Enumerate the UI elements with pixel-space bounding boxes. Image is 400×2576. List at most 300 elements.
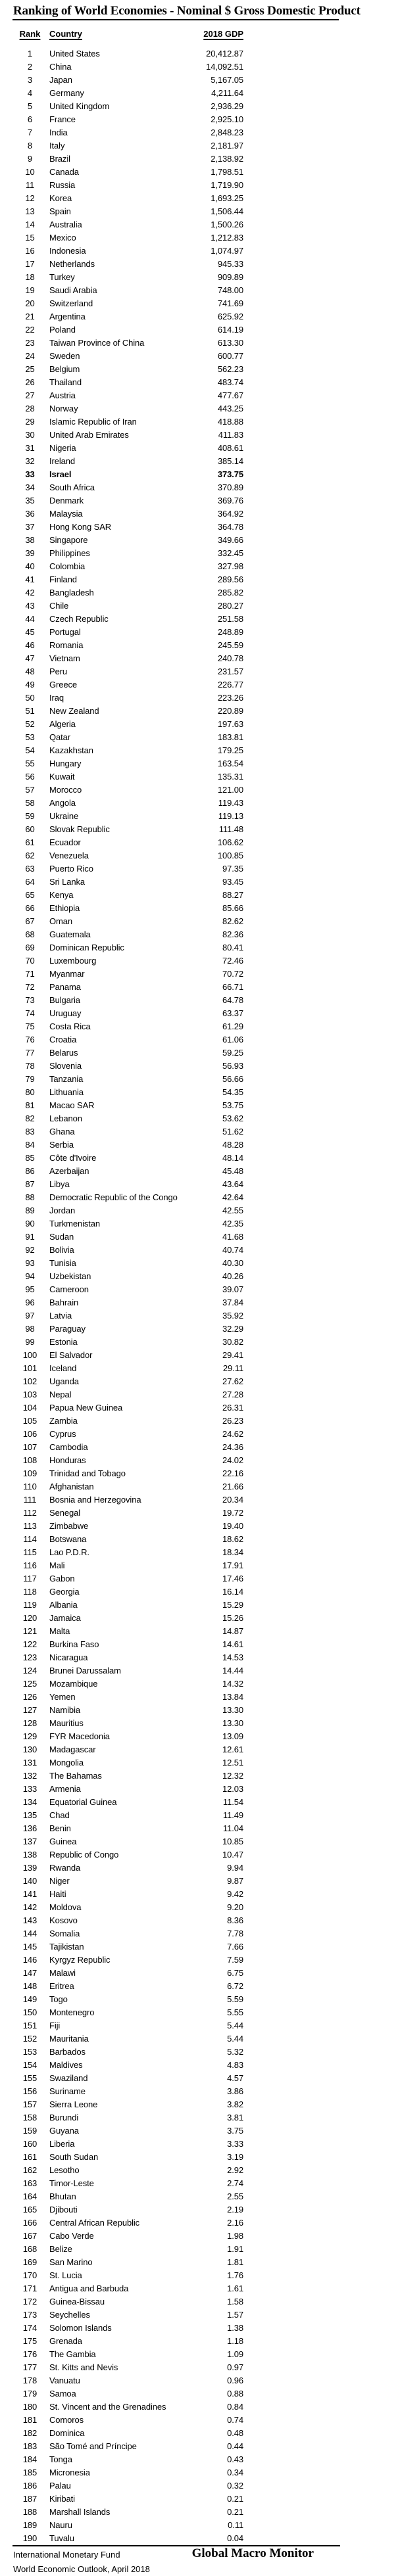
country-cell: Bangladesh [49,588,94,597]
rank-cell: 189 [22,2520,38,2530]
rank-cell: 135 [22,1810,38,1820]
table-row [0,1954,400,1967]
gdp-cell: 251.58 [217,614,243,624]
gdp-cell: 53.75 [222,1100,243,1110]
rank-cell: 9 [27,154,33,164]
country-cell: China [49,62,72,72]
gdp-cell: 2.74 [227,2178,243,2188]
gdp-cell: 364.78 [217,522,243,532]
table-row [0,1125,400,1138]
country-cell: Swaziland [49,2073,88,2083]
table-row [0,402,400,415]
rank-cell: 65 [25,890,35,900]
country-cell: United Arab Emirates [49,430,129,440]
gdp-cell: 2,848.23 [211,128,243,137]
gdp-cell: 2,936.29 [211,101,243,111]
country-cell: Namibia [49,1705,80,1715]
rank-cell: 134 [22,1797,38,1807]
rank-cell: 60 [25,824,35,834]
country-cell: Nauru [49,2520,72,2530]
gdp-cell: 12.03 [222,1784,243,1794]
gdp-cell: 285.82 [217,588,243,597]
rank-cell: 143 [22,1915,38,1925]
gdp-cell: 408.61 [217,443,243,453]
table-row [0,1927,400,1940]
rank-cell: 115 [23,1547,37,1557]
gdp-cell: 4,211.64 [211,88,243,98]
rank-cell: 176 [22,2349,38,2359]
gdp-cell: 40.74 [222,1245,243,1255]
rank-cell: 39 [25,548,35,558]
country-cell: Latvia [49,1311,72,1321]
rank-cell: 181 [22,2415,38,2425]
country-cell: Guyana [49,2126,79,2136]
gdp-cell: 42.55 [222,1206,243,1215]
rank-cell: 71 [25,969,35,979]
rank-cell: 118 [23,1587,37,1597]
table-row [0,284,400,297]
gdp-cell: 6.75 [227,1968,243,1978]
table-row [0,2493,400,2506]
country-cell: Thailand [49,377,82,387]
table-row [0,2440,400,2453]
table-row [0,823,400,836]
table-row [0,1217,400,1230]
gdp-cell: 14.32 [222,1679,243,1689]
country-cell: Yemen [49,1692,76,1702]
gdp-cell: 1.57 [227,2310,243,2320]
gdp-cell: 1.58 [227,2297,243,2307]
rank-cell: 154 [22,2060,38,2070]
country-cell: Jamaica [49,1613,81,1623]
gdp-cell: 20,412.87 [206,49,243,59]
table-row [0,2374,400,2387]
table-row [0,1993,400,2006]
table-row [0,1060,400,1073]
rank-cell: 111 [23,1495,37,1505]
rank-cell: 66 [25,903,35,913]
rank-cell: 151 [22,2021,38,2030]
country-cell: Barbados [49,2047,86,2057]
country-cell: Ecuador [49,837,81,847]
table-row [0,757,400,770]
table-row [0,1546,400,1559]
rank-cell: 45 [25,627,35,637]
table-row [0,2308,400,2322]
table-row [0,2466,400,2479]
table-row [0,2414,400,2427]
gdp-cell: 70.72 [222,969,243,979]
table-row [0,2243,400,2256]
rank-cell: 165 [22,2205,38,2214]
rank-cell: 52 [25,719,35,729]
gdp-cell: 741.69 [217,298,243,308]
rank-cell: 14 [25,220,35,229]
rank-cell: 97 [25,1311,35,1321]
rank-cell: 163 [22,2178,38,2188]
rank-cell: 160 [22,2139,38,2149]
country-cell: Tuvalu [49,2533,74,2543]
table-row [0,849,400,862]
rank-cell: 127 [22,1705,38,1715]
country-cell: Azerbaijan [49,1166,89,1176]
country-cell: Eritrea [49,1981,74,1991]
gdp-cell: 14.61 [222,1639,243,1649]
country-cell: Cyprus [49,1429,76,1439]
table-row [0,1809,400,1822]
country-cell: Bosnia and Herzegovina [49,1495,141,1505]
country-cell: Venezuela [49,851,89,860]
table-row [0,1756,400,1769]
gdp-cell: 13.84 [222,1692,243,1702]
rank-cell: 168 [22,2244,38,2254]
gdp-cell: 385.14 [217,456,243,466]
country-cell: Myanmar [49,969,85,979]
gdp-cell: 56.93 [222,1061,243,1071]
table-row [0,560,400,573]
rank-cell: 6 [27,114,33,124]
country-cell: Chile [49,601,69,611]
country-cell: Albania [49,1600,78,1610]
rank-cell: 51 [25,706,35,716]
table-row [0,1323,400,1336]
table-row [0,442,400,455]
rank-cell: 80 [25,1087,35,1097]
country-column-header: Country [49,29,82,39]
rank-cell: 63 [25,864,35,874]
rank-cell: 104 [22,1403,38,1413]
table-row [0,2479,400,2493]
rank-cell: 114 [23,1534,37,1544]
gdp-cell: 240.78 [217,653,243,663]
country-cell: France [49,114,76,124]
rank-cell: 35 [25,496,35,505]
country-cell: Tajikistan [49,1942,84,1952]
country-cell: Vietnam [49,653,80,663]
rank-cell: 161 [22,2152,38,2162]
gdp-cell: 17.46 [222,1574,243,1583]
country-cell: Afghanistan [49,1482,94,1491]
gdp-cell: 1,798.51 [211,167,243,177]
gdp-cell: 2.92 [227,2165,243,2175]
table-row [0,1559,400,1572]
country-cell: Cambodia [49,1442,88,1452]
country-cell: Rwanda [49,1863,81,1873]
gdp-cell: 183.81 [217,732,243,742]
table-row [0,468,400,481]
table-row [0,2282,400,2295]
country-cell: Finland [49,574,77,584]
table-row [0,1020,400,1033]
gdp-cell: 39.07 [222,1284,243,1294]
table-row [0,1664,400,1677]
rank-cell: 98 [25,1324,35,1334]
country-cell: Kenya [49,890,74,900]
country-cell: Portugal [49,627,81,637]
rank-column-header: Rank [19,29,41,39]
country-cell: Ghana [49,1127,75,1136]
rank-cell: 50 [25,693,35,703]
table-row [0,1717,400,1730]
table-row [0,639,400,652]
gdp-cell: 63.37 [222,1008,243,1018]
table-row [0,1533,400,1546]
table-row [0,1046,400,1060]
table-row [0,389,400,402]
rank-cell: 77 [25,1048,35,1058]
country-cell: Lao P.D.R. [49,1547,89,1557]
gdp-cell: 418.88 [217,417,243,427]
rank-cell: 101 [22,1363,38,1373]
table-row [0,60,400,74]
gdp-column-header: 2018 GDP [203,29,243,39]
country-cell: Argentina [49,312,86,321]
gdp-cell: 26.31 [222,1403,243,1413]
gdp-cell: 411.83 [218,430,243,440]
rank-cell: 121 [22,1626,38,1636]
rank-cell: 182 [22,2428,38,2438]
gdp-cell: 613.30 [217,338,243,348]
gdp-cell: 163.54 [217,759,243,768]
rank-cell: 137 [22,1837,38,1846]
rank-cell: 4 [27,88,33,98]
table-row [0,481,400,494]
country-cell: Hungary [49,759,82,768]
country-cell: Luxembourg [49,956,97,966]
table-row [0,1585,400,1599]
table-row [0,218,400,231]
rank-cell: 3 [27,75,33,85]
country-cell: Palau [49,2481,71,2491]
rank-cell: 8 [27,141,33,151]
table-row [0,245,400,258]
gdp-cell: 61.29 [222,1021,243,1031]
table-row [0,2124,400,2138]
gdp-cell: 5,167.05 [211,75,243,85]
country-cell: Kuwait [49,772,75,782]
rank-cell: 48 [25,667,35,676]
rank-cell: 136 [22,1823,38,1833]
table-row [0,1651,400,1664]
rank-cell: 54 [25,745,35,755]
gdp-cell: 0.84 [227,2402,243,2412]
gdp-cell: 12.61 [222,1745,243,1754]
rank-cell: 170 [22,2270,38,2280]
gdp-cell: 121.00 [217,785,243,795]
country-cell: Grenada [49,2336,82,2346]
table-row [0,192,400,205]
gdp-cell: 3.81 [227,2113,243,2122]
gdp-cell: 18.62 [222,1534,243,1544]
gdp-cell: 7.59 [227,1955,243,1965]
country-cell: Macao SAR [49,1100,95,1110]
gdp-cell: 0.96 [227,2376,243,2385]
gdp-cell: 280.27 [217,601,243,611]
gdp-cell: 16.14 [222,1587,243,1597]
gdp-cell: 1.98 [227,2231,243,2241]
table-row [0,1204,400,1217]
table-row [0,586,400,599]
gdp-cell: 14.87 [222,1626,243,1636]
country-cell: Solomon Islands [49,2323,112,2333]
table-row [0,1520,400,1533]
table-row [0,455,400,468]
gdp-cell: 625.92 [217,312,243,321]
table-row [0,1230,400,1244]
table-row [0,1152,400,1165]
gdp-cell: 135.31 [217,772,243,782]
rank-cell: 146 [22,1955,38,1965]
country-cell: Lithuania [49,1087,84,1097]
country-cell: Niger [49,1876,70,1886]
country-cell: Colombia [49,561,86,571]
footer-brand: Global Macro Monitor [191,2546,314,2560]
gdp-cell: 9.87 [227,1876,243,1886]
rank-cell: 128 [22,1718,38,1728]
gdp-cell: 111.48 [218,824,243,834]
country-cell: United States [49,49,100,59]
table-row [0,87,400,100]
country-cell: Libya [49,1179,70,1189]
table-row [0,599,400,613]
country-cell: Malawi [49,1968,76,1978]
gdp-cell: 29.41 [222,1350,243,1360]
table-row [0,1612,400,1625]
country-cell: Chad [49,1810,70,1820]
country-cell: Sierra Leone [49,2099,98,2109]
rank-cell: 42 [25,588,35,597]
country-cell: Senegal [49,1508,81,1518]
gdp-cell: 45.48 [222,1166,243,1176]
table-row [0,2427,400,2440]
country-cell: Dominica [49,2428,85,2438]
table-header-row [0,29,400,39]
rank-cell: 152 [22,2034,38,2044]
country-cell: Costa Rica [49,1021,91,1031]
country-cell: Somalia [49,1929,80,1938]
gdp-cell: 220.89 [217,706,243,716]
country-cell: South Africa [49,482,95,492]
rank-cell: 62 [25,851,35,860]
table-row [0,954,400,968]
gdp-cell: 3.19 [227,2152,243,2162]
table-row [0,1730,400,1743]
table-row [0,1835,400,1848]
table-row [0,652,400,665]
rank-cell: 145 [22,1942,38,1952]
country-cell: Maldives [49,2060,83,2070]
rank-cell: 87 [25,1179,35,1189]
gdp-cell: 179.25 [217,745,243,755]
rank-cell: 148 [22,1981,38,1991]
rank-cell: 169 [22,2257,38,2267]
rank-cell: 88 [25,1192,35,1202]
gdp-cell: 15.29 [222,1600,243,1610]
country-cell: Slovenia [49,1061,82,1071]
table-row [0,731,400,744]
country-cell: The Bahamas [49,1771,102,1781]
gdp-cell: 14,092.51 [206,62,243,72]
table-row [0,1375,400,1388]
table-row [0,310,400,323]
gdp-cell: 64.78 [222,995,243,1005]
table-row [0,2230,400,2243]
table-row [0,2348,400,2361]
country-cell: Nigeria [49,443,76,453]
rank-cell: 120 [22,1613,38,1623]
country-cell: Ukraine [49,811,79,821]
rank-cell: 102 [22,1376,38,1386]
gdp-cell: 248.89 [217,627,243,637]
country-cell: Guinea [49,1837,77,1846]
rank-cell: 53 [25,732,35,742]
country-cell: Italy [49,141,65,151]
gdp-cell: 119.43 [218,798,243,808]
rank-cell: 33 [25,469,35,479]
country-cell: São Tomé and Príncipe [49,2441,137,2451]
country-cell: St. Lucia [49,2270,82,2280]
country-cell: Benin [49,1823,71,1833]
table-row [0,1138,400,1152]
table-row [0,2059,400,2072]
table-row [0,494,400,507]
rank-cell: 78 [25,1061,35,1071]
country-cell: Mali [49,1560,65,1570]
rank-cell: 34 [25,482,35,492]
table-row [0,507,400,521]
country-cell: Uruguay [49,1008,82,1018]
rank-cell: 1 [27,49,33,59]
gdp-cell: 1.61 [227,2283,243,2293]
table-row [0,678,400,691]
table-row [0,1783,400,1796]
table-row [0,1848,400,1862]
gdp-cell: 13.09 [222,1731,243,1741]
table-row [0,297,400,310]
rank-cell: 27 [25,390,35,400]
table-row [0,1244,400,1257]
country-cell: Burkina Faso [49,1639,99,1649]
rank-cell: 58 [25,798,35,808]
table-row [0,1454,400,1467]
country-cell: Qatar [49,732,71,742]
country-cell: Oman [49,916,73,926]
rank-cell: 32 [25,456,35,466]
rank-cell: 157 [22,2099,38,2109]
table-row [0,2453,400,2466]
country-cell: Islamic Republic of Iran [49,417,137,427]
country-cell: Haiti [49,1889,66,1899]
rank-cell: 133 [22,1784,38,1794]
country-cell: Belarus [49,1048,78,1058]
rank-cell: 73 [25,995,35,1005]
country-cell: United Kingdom [49,101,110,111]
rank-cell: 47 [25,653,35,663]
gdp-cell: 17.91 [222,1560,243,1570]
table-row [0,547,400,560]
country-cell: Panama [49,982,81,992]
rank-cell: 26 [25,377,35,387]
table-row [0,1296,400,1309]
table-row [0,613,400,626]
rank-cell: 72 [25,982,35,992]
rank-cell: 56 [25,772,35,782]
table-row [0,2006,400,2019]
country-cell: Iceland [49,1363,77,1373]
gdp-cell: 5.32 [227,2047,243,2057]
country-cell: Zambia [49,1416,78,1426]
country-cell: New Zealand [49,706,99,716]
